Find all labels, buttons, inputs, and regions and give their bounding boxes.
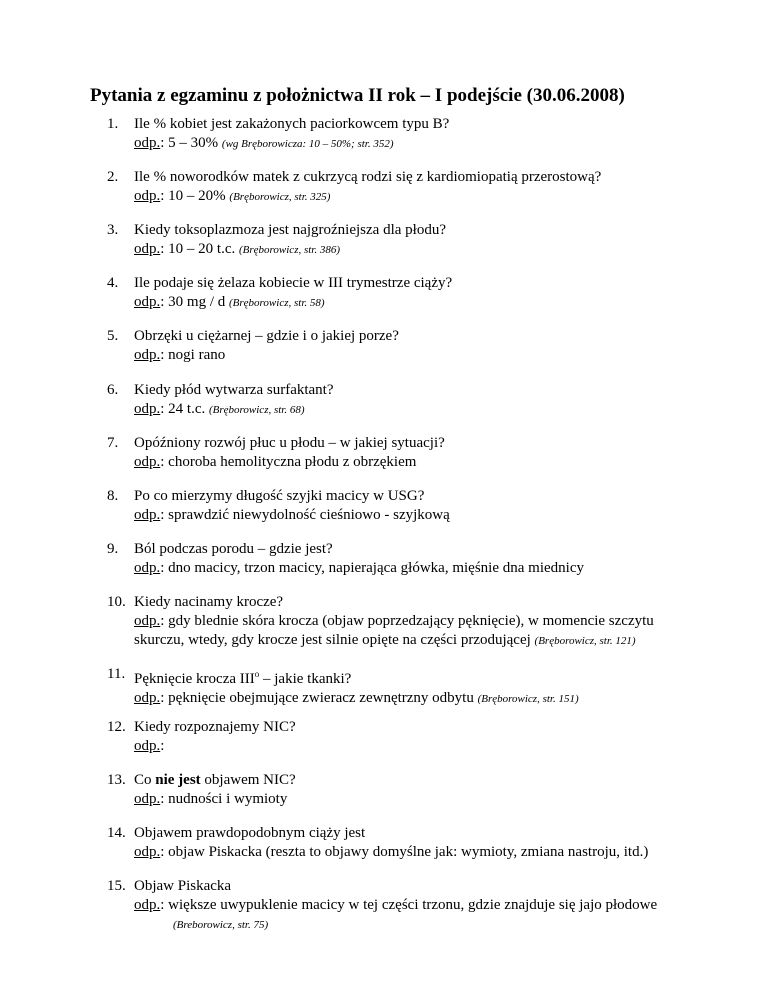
answer-line (107, 240, 707, 260)
list-item-6 (107, 381, 707, 420)
list-item-14 (107, 824, 707, 862)
item-number: 15. (107, 878, 126, 894)
item-number: 11. (107, 666, 126, 682)
list-item-9 (107, 540, 707, 578)
item-number: 4. (107, 275, 119, 291)
degree-superscript: o (254, 669, 260, 679)
list-item-11 (107, 665, 707, 709)
list-item-3 (107, 221, 707, 260)
list-item-7 (107, 434, 707, 472)
item-number: 9. (107, 541, 119, 557)
question-text: Po co mierzymy długość szyjki macicy w USG? (134, 488, 425, 504)
answer-line (107, 843, 707, 862)
item-number: 10. (107, 594, 126, 610)
answer-label: odp. (134, 560, 161, 576)
answer-line (107, 187, 707, 207)
source-citation: (Bręborowicz, str. 121) (534, 635, 636, 647)
list-item-5 (107, 327, 707, 365)
answer-label: odp. (134, 241, 161, 257)
item-number: 13. (107, 772, 126, 788)
item-number: 8. (107, 488, 119, 504)
answer-line (107, 896, 707, 915)
item-number: 2. (107, 169, 119, 185)
source-citation: (Bręborowicz, str. 68) (209, 404, 305, 416)
source-citation: (Bręborowicz, str. 151) (477, 693, 579, 705)
question-text: Ile % kobiet jest zakażonych paciorkowcem typu B? (134, 116, 450, 132)
answer-text: : choroba hemolityczna płodu z obrzękiem (160, 454, 417, 470)
answer-label: odp. (134, 135, 161, 151)
question-text: Pęknięcie krocza III (134, 671, 255, 687)
answer-label: odp. (134, 347, 161, 363)
answer-label: odp. (134, 690, 161, 706)
answer-label: odp. (134, 613, 161, 629)
question-text: Kiedy rozpoznajemy NIC? (134, 719, 296, 735)
answer-label: odp. (134, 791, 161, 807)
question-emphasis: nie jest (155, 772, 201, 788)
answer-label: odp. (134, 738, 161, 754)
answer-text: : 10 – 20% (160, 188, 226, 204)
answer-text: : większe uwypuklenie macicy w tej części trzonu, gdzie znajduje się jajo płodowe (160, 897, 658, 913)
item-number: 6. (107, 382, 119, 398)
answer-text: : gdy blednie skóra krocza (objaw poprzedzający pęknięcie), w momencie szczytu skurczu, wtedy, gdy krocze jest silnie opięte na części przodującej (134, 613, 654, 648)
list-item-13 (107, 771, 707, 809)
source-citation: (Bręborowicz, str. 386) (239, 244, 341, 256)
question-text: Kiedy toksoplazmoza jest najgroźniejsza dla płodu? (134, 222, 446, 238)
item-number: 5. (107, 328, 119, 344)
answer-text: : dno macicy, trzon macicy, napierająca główka, mięśnie dna miednicy (160, 560, 584, 576)
answer-text: : 5 – 30% (160, 135, 219, 151)
answer-label: odp. (134, 897, 161, 913)
answer-label: odp. (134, 844, 161, 860)
answer-text: : sprawdzić niewydolność cieśniowo - szyjkową (160, 507, 450, 523)
answer-text: : pęknięcie obejmujące zwieracz zewnętrzny odbytu (160, 690, 474, 706)
answer-text: : 30 mg / d (160, 294, 226, 310)
answer-text: : nudności i wymioty (160, 791, 288, 807)
source-citation: (Breborowicz, str. 75) (173, 919, 269, 931)
list-item-8 (107, 487, 707, 525)
question-text: Ile podaje się żelaza kobiecie w III trymestrze ciąży? (134, 275, 453, 291)
answer-label: odp. (134, 294, 161, 310)
source-citation: (Bręborowicz, str. 325) (229, 191, 331, 203)
question-text-suffix: objawem NIC? (200, 772, 296, 788)
source-citation: (wg Bręborowicza: 10 – 50%; str. 352) (221, 138, 394, 150)
list-item-4 (107, 274, 707, 313)
list-item-2 (107, 168, 707, 207)
answer-text: : (160, 738, 165, 754)
answer-line (107, 400, 707, 420)
list-item-10 (107, 593, 707, 651)
question-text: Objawem prawdopodobnym ciąży jest (134, 825, 366, 841)
answer-text: : 10 – 20 t.c. (160, 241, 236, 257)
question-text: Co (134, 772, 156, 788)
item-number: 7. (107, 435, 119, 451)
answer-line (107, 790, 707, 809)
list-item-15 (107, 877, 707, 935)
answer-label: odp. (134, 188, 161, 204)
item-number: 12. (107, 719, 126, 735)
answer-label: odp. (134, 454, 161, 470)
answer-line (107, 453, 707, 472)
question-text: Obrzęki u ciężarnej – gdzie i o jakiej porze? (134, 328, 399, 344)
source-citation: (Bręborowicz, str. 58) (229, 297, 325, 309)
answer-text: : objaw Piskacka (reszta to objawy domyślne jak: wymioty, zmiana nastroju, itd.) (160, 844, 649, 860)
answer-label: odp. (134, 401, 161, 417)
answer-line (107, 737, 707, 756)
answer-line (107, 559, 707, 578)
question-text: Opóźniony rozwój płuc u płodu – w jakiej sytuacji? (134, 435, 445, 451)
answer-line (107, 612, 707, 651)
item-number: 3. (107, 222, 119, 238)
list-item-12 (107, 718, 707, 756)
question-text: Ile % noworodków matek z cukrzycą rodzi się z kardiomiopatią przerostową? (134, 169, 602, 185)
item-number: 14. (107, 825, 126, 841)
question-text: Objaw Piskacka (134, 878, 232, 894)
answer-line (107, 134, 707, 154)
question-text: Ból podczas porodu – gdzie jest? (134, 541, 333, 557)
answer-text: : 24 t.c. (160, 401, 206, 417)
question-text-suffix: – jakie tkanki? (259, 671, 352, 687)
question-text: Kiedy nacinamy krocze? (134, 594, 284, 610)
page-title: Pytania z egzaminu z położnictwa II rok – I podejście (30.06.2008) (90, 85, 625, 106)
list-item-1 (107, 115, 707, 154)
question-text: Kiedy płód wytwarza surfaktant? (134, 382, 334, 398)
answer-label: odp. (134, 507, 161, 523)
answer-line (107, 346, 707, 365)
answer-line (107, 689, 707, 709)
item-number: 1. (107, 116, 119, 132)
answer-line (107, 506, 707, 525)
answer-line (107, 293, 707, 313)
answer-text: : nogi rano (160, 347, 226, 363)
